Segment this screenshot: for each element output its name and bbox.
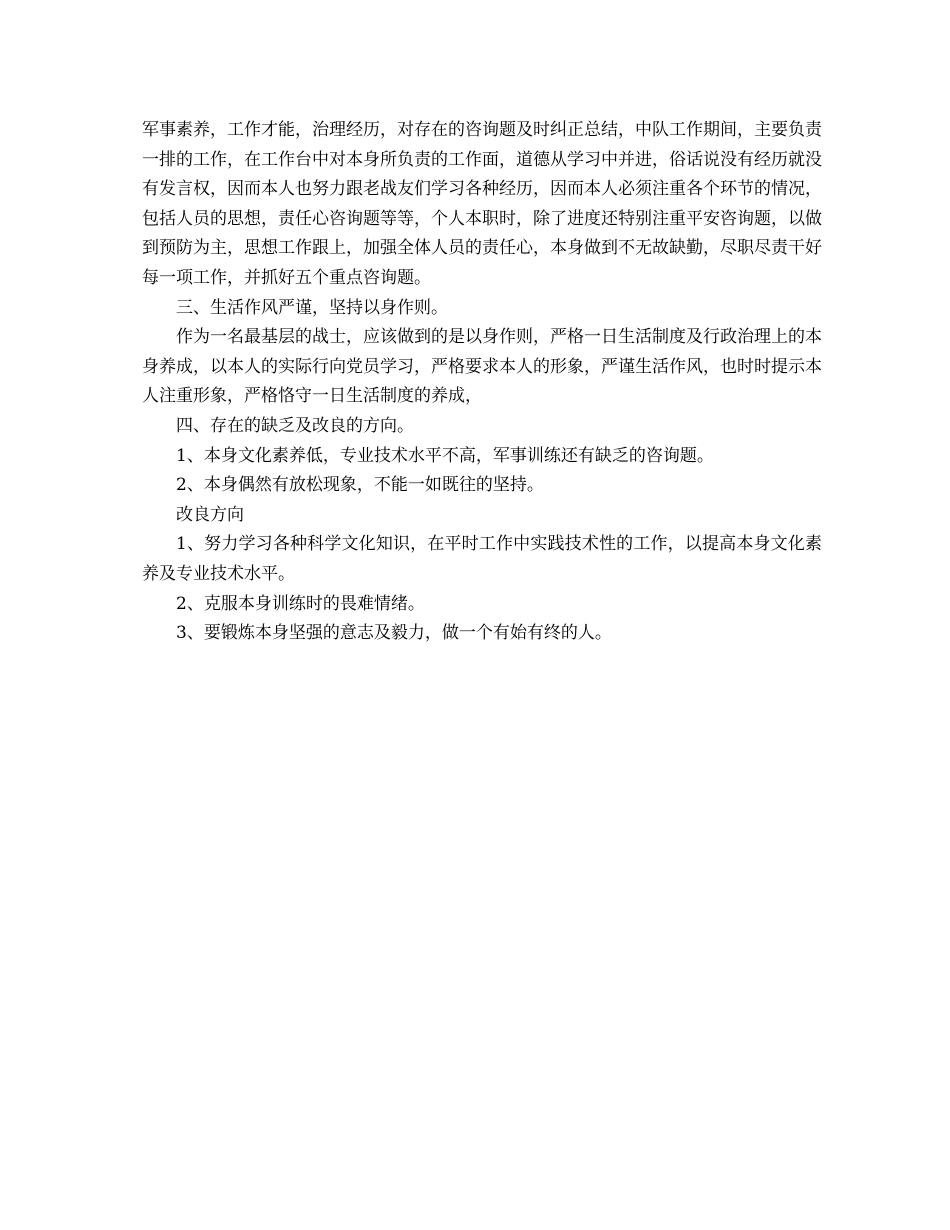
list-item-improvement-3: 3、要锻炼本身坚强的意志及毅力，做一个有始有终的人。 [176, 623, 612, 644]
list-item-shortcoming-2: 2、本身偶然有放松现象，不能一如既往的坚持。 [176, 475, 544, 496]
list-item-shortcoming-1: 1、本身文化素养低，专业技术水平不高，军事训练还有缺乏的咨询题。 [176, 445, 714, 466]
section-heading-lifestyle: 三、生活作风严谨，坚持以身作则。 [176, 297, 448, 318]
list-item-improvement-1: 1、努力学习各种科学文化知识，在平时工作中实践技术性的工作，以提高本身文化素养及专业技术水平。 [142, 534, 822, 584]
document-page [142, 116, 822, 649]
section-heading-shortcomings: 四、存在的缺乏及改良的方向。 [176, 415, 414, 436]
paragraph-continuation: 军事素养，工作才能，治理经历，对存在的咨询题及时纠正总结，中队工作期间，主要负责一排的工作，在工作台中对本身所负责的工作面，道德从学习中并进，俗话说没有经历就没有发言权，因而本人也努力跟老战友们学习各种经历，因而本人必须注重各个环节的情况，包括人员的思想，责任心咨询题等等，个人本职时，除了进度还特别注重平安咨询题，以做到预防为主，思想工作跟上，加强全体人员的责任心，本身做到不无故缺勤，尽职尽责干好每一项工作，并抓好五个重点咨询题。 [142, 120, 822, 288]
paragraph-lifestyle: 作为一名最基层的战士，应该做到的是以身作则，严格一日生活制度及行政治理上的本身养成，以本人的实际行向党员学习，严格要求本人的形象，严谨生活作风，也时时提示本人注重形象，严格恪守一日生活制度的养成， [142, 327, 822, 407]
subheading-improvement: 改良方向 [176, 504, 244, 525]
list-item-improvement-2: 2、克服本身训练时的畏难情绪。 [176, 593, 425, 614]
